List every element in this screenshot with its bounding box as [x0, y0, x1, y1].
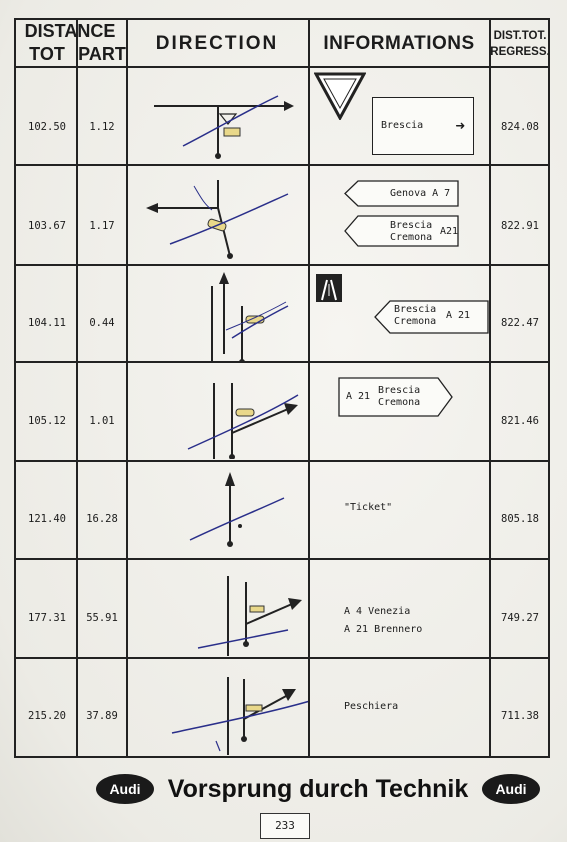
row-5-informations: [310, 462, 490, 558]
row-2-part: 1.17: [89, 220, 115, 232]
row-3-tot: 104.11: [28, 317, 66, 329]
sign-brescia: Brescia: [390, 220, 433, 231]
row-7-part: 37.89: [86, 710, 118, 722]
row-3-part: 0.44: [89, 317, 115, 329]
row-6-tot: 177.31: [28, 612, 66, 624]
header-dist-tot-regress: DIST.TOT. REGRESS.: [490, 30, 550, 58]
row-4-informations: [310, 363, 490, 459]
sign-a21: A21: [440, 226, 459, 237]
row-6-part: 55.91: [86, 612, 118, 624]
row-5-tot: 121.40: [28, 513, 66, 525]
sign-brescia: Brescia: [378, 385, 421, 396]
sign-a21: A 21: [346, 391, 371, 402]
row-6-regress: 749.27: [501, 612, 539, 624]
sign-a21-brennero: A 21 Brennero: [344, 624, 423, 635]
sign-a4-venezia: A 4 Venezia: [344, 606, 411, 617]
row-7-informations: [310, 659, 490, 755]
header-direction: DIRECTION: [155, 33, 279, 54]
row-4-tot: 105.12: [28, 415, 66, 427]
row-1-part: 1.12: [89, 121, 115, 133]
audi-logo-left: Audi: [96, 774, 154, 804]
header-tot: TOT: [29, 44, 65, 64]
row-5-regress: 805.18: [501, 513, 539, 525]
row-2-informations: [310, 166, 490, 262]
sign-cremona: Cremona: [378, 397, 421, 408]
row-3-regress: 822.47: [501, 317, 539, 329]
row-3-informations: [310, 266, 490, 362]
row-1-informations: [310, 68, 490, 164]
audi-logo-right: Audi: [482, 774, 540, 804]
row-1-tot: 102.50: [28, 121, 66, 133]
row-6-direction-diagram: [128, 560, 308, 656]
row-2-direction-diagram: [128, 166, 308, 262]
yield-sign-icon: [314, 72, 366, 120]
row-6-informations: [310, 560, 490, 656]
slogan: Vorsprung durch Technik: [167, 775, 469, 803]
sign-peschiera: Peschiera: [344, 701, 399, 712]
sign-cremona: Cremona: [390, 232, 433, 243]
row-2-regress: 822.91: [501, 220, 539, 232]
row-1-direction-diagram: [128, 68, 308, 164]
sign-genova: Genova A 7: [390, 188, 451, 199]
row-1-regress: 824.08: [501, 121, 539, 133]
header-part: PART: [78, 44, 126, 64]
sign-brescia: [372, 97, 474, 155]
roadbook-table: [14, 18, 550, 758]
sign-brescia: Brescia: [394, 304, 437, 315]
sign-label: Brescia: [381, 120, 424, 131]
footer-banner: [96, 772, 536, 806]
row-7-regress: 711.38: [501, 710, 539, 722]
row-7-direction-diagram: [128, 659, 308, 755]
header-informations: INFORMATIONS: [323, 33, 475, 54]
arrow-right-icon: ➜: [455, 116, 465, 135]
sign-cremona: Cremona: [394, 316, 437, 327]
motorway-sign-icon: [316, 274, 342, 302]
row-7-tot: 215.20: [28, 710, 66, 722]
sign-a21: A 21: [446, 310, 471, 321]
row-2-tot: 103.67: [28, 220, 66, 232]
header-distance: DISTANCE: [24, 21, 116, 41]
row-5-direction-diagram: [128, 462, 308, 558]
row-4-regress: 821.46: [501, 415, 539, 427]
ticket-note: "Ticket": [344, 502, 393, 513]
page-number: 233: [260, 813, 310, 839]
row-4-part: 1.01: [89, 415, 115, 427]
row-5-part: 16.28: [86, 513, 118, 525]
row-4-direction-diagram: [128, 363, 308, 459]
row-3-direction-diagram: [128, 266, 308, 362]
